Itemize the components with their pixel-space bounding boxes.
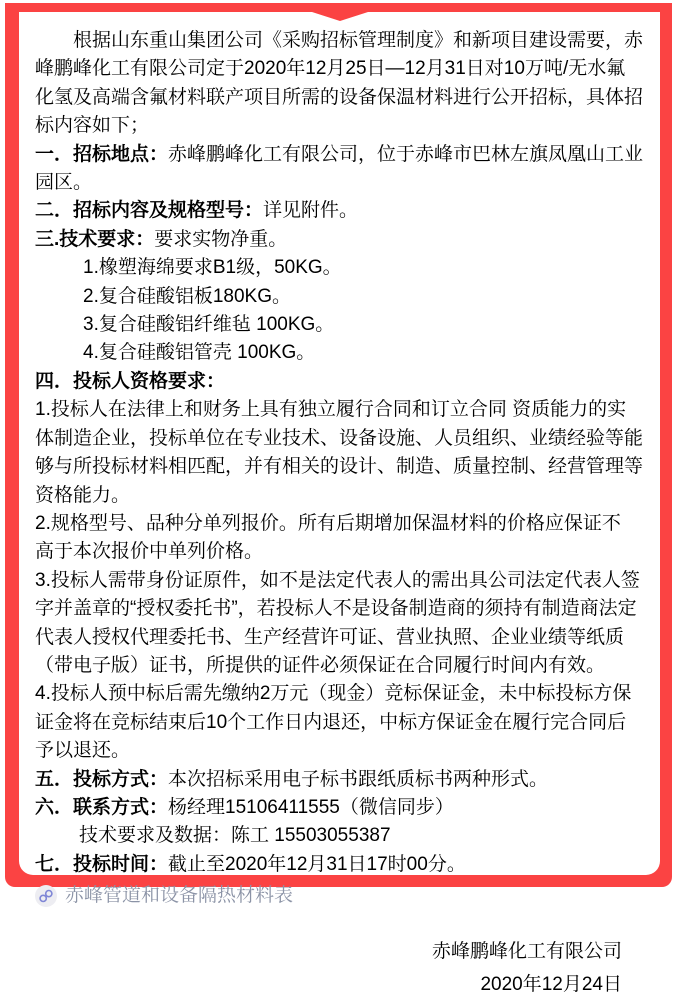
signature-block xyxy=(35,935,644,1001)
secondary-contact: 技术要求及数据：陈工 15503055387 xyxy=(79,825,391,847)
item-text: 赤峰鹏峰化工有限公司，位于赤峰市巴林左旗凤凰山工业园区。 xyxy=(35,143,644,194)
signature-date: 2020年12月24日 xyxy=(480,973,622,995)
item-contact xyxy=(35,794,644,822)
item-text: 要求实物净重。 xyxy=(154,228,288,250)
chain-link-icon xyxy=(35,885,57,907)
spec-list xyxy=(35,254,644,368)
attachment-link[interactable] xyxy=(35,882,644,910)
item-technical-requirements xyxy=(35,226,644,254)
spec-item: 4.复合硅酸铝管壳 100KG。 xyxy=(83,342,316,364)
item-label: 二．招标内容及规格型号： xyxy=(35,200,264,222)
spec-item: 3.复合硅酸铝纤维毡 100KG。 xyxy=(83,314,335,336)
notice-content xyxy=(19,12,660,995)
item-text: 截止至2020年12月31日17时00分。 xyxy=(168,853,466,875)
item-label: 三.技术要求： xyxy=(35,228,155,250)
item-bidder-qualifications xyxy=(35,368,644,396)
item-label: 一．招标地点： xyxy=(35,143,169,165)
qualification-paragraph: 1.投标人在法律上和财务上具有独立履行合同和订立合同 资质能力的实体制造企业，投标单位在专业技术、设备设施、人员组织、业绩经验等能够与所投标材料相匹配，并有相关的设计、制造、质量控制、经营管理等资格能力。 xyxy=(35,399,644,506)
item-text: 本次招标采用电子标书跟纸质标书两种形式。 xyxy=(168,768,549,790)
item-label: 六．联系方式： xyxy=(35,796,169,818)
qualification-paragraph: 4.投标人预中标后需先缴纳2万元（现金）竞标保证金，未中标投标方保证金将在竞标结束后10个工作日内退还，中标方保证金在履行完合同后予以退还。 xyxy=(35,683,632,762)
item-text: 杨经理15106411555（微信同步） xyxy=(168,796,454,818)
item-label: 七．投标时间： xyxy=(35,853,169,875)
ribbon-notch xyxy=(312,12,368,21)
spec-item: 1.橡塑海绵要求B1级，50KG。 xyxy=(83,257,342,279)
signature-company: 赤峰鹏峰化工有限公司 xyxy=(431,940,622,962)
attachment-label: 赤峰管道和设备隔热材料表 xyxy=(65,885,294,907)
item-bid-method xyxy=(35,766,644,794)
qualification-paragraph: 3.投标人需带身份证原件，如不是法定代表人的需出具公司法定代表人签字并盖章的“授权委托书”，若投标人不是设备制造商的须持有制造商法定代表人授权代理委托书、生产经营许可证、营业执照、企业业绩等纸质（带电子版）证书，所提供的证件必须保证在合同履行时间内有效。 xyxy=(35,569,640,676)
item-label: 四．投标人资格要求： xyxy=(35,370,226,392)
red-frame xyxy=(5,3,672,995)
item-bid-location xyxy=(35,141,644,198)
item-label: 五．投标方式： xyxy=(35,768,169,790)
item-text: 详见附件。 xyxy=(263,200,359,222)
qualification-paragraph: 2.规格型号、品种分单列报价。所有后期增加保温材料的价格应保证不 高于本次报价中单列价格。 xyxy=(35,512,621,563)
item-bid-content xyxy=(35,197,644,225)
spec-item: 2.复合硅酸铝板180KG。 xyxy=(83,285,291,307)
item-bid-deadline xyxy=(35,851,644,879)
intro-paragraph: 根据山东重山集团公司《采购招标管理制度》和新项目建设需要，赤峰鹏峰化工有限公司定于2020年12月25日—12月31日对10万吨/无水氟化氢及高端含氟材料联产项目所需的设备保温材料进行公开招标，具体招标内容如下； xyxy=(35,30,644,137)
